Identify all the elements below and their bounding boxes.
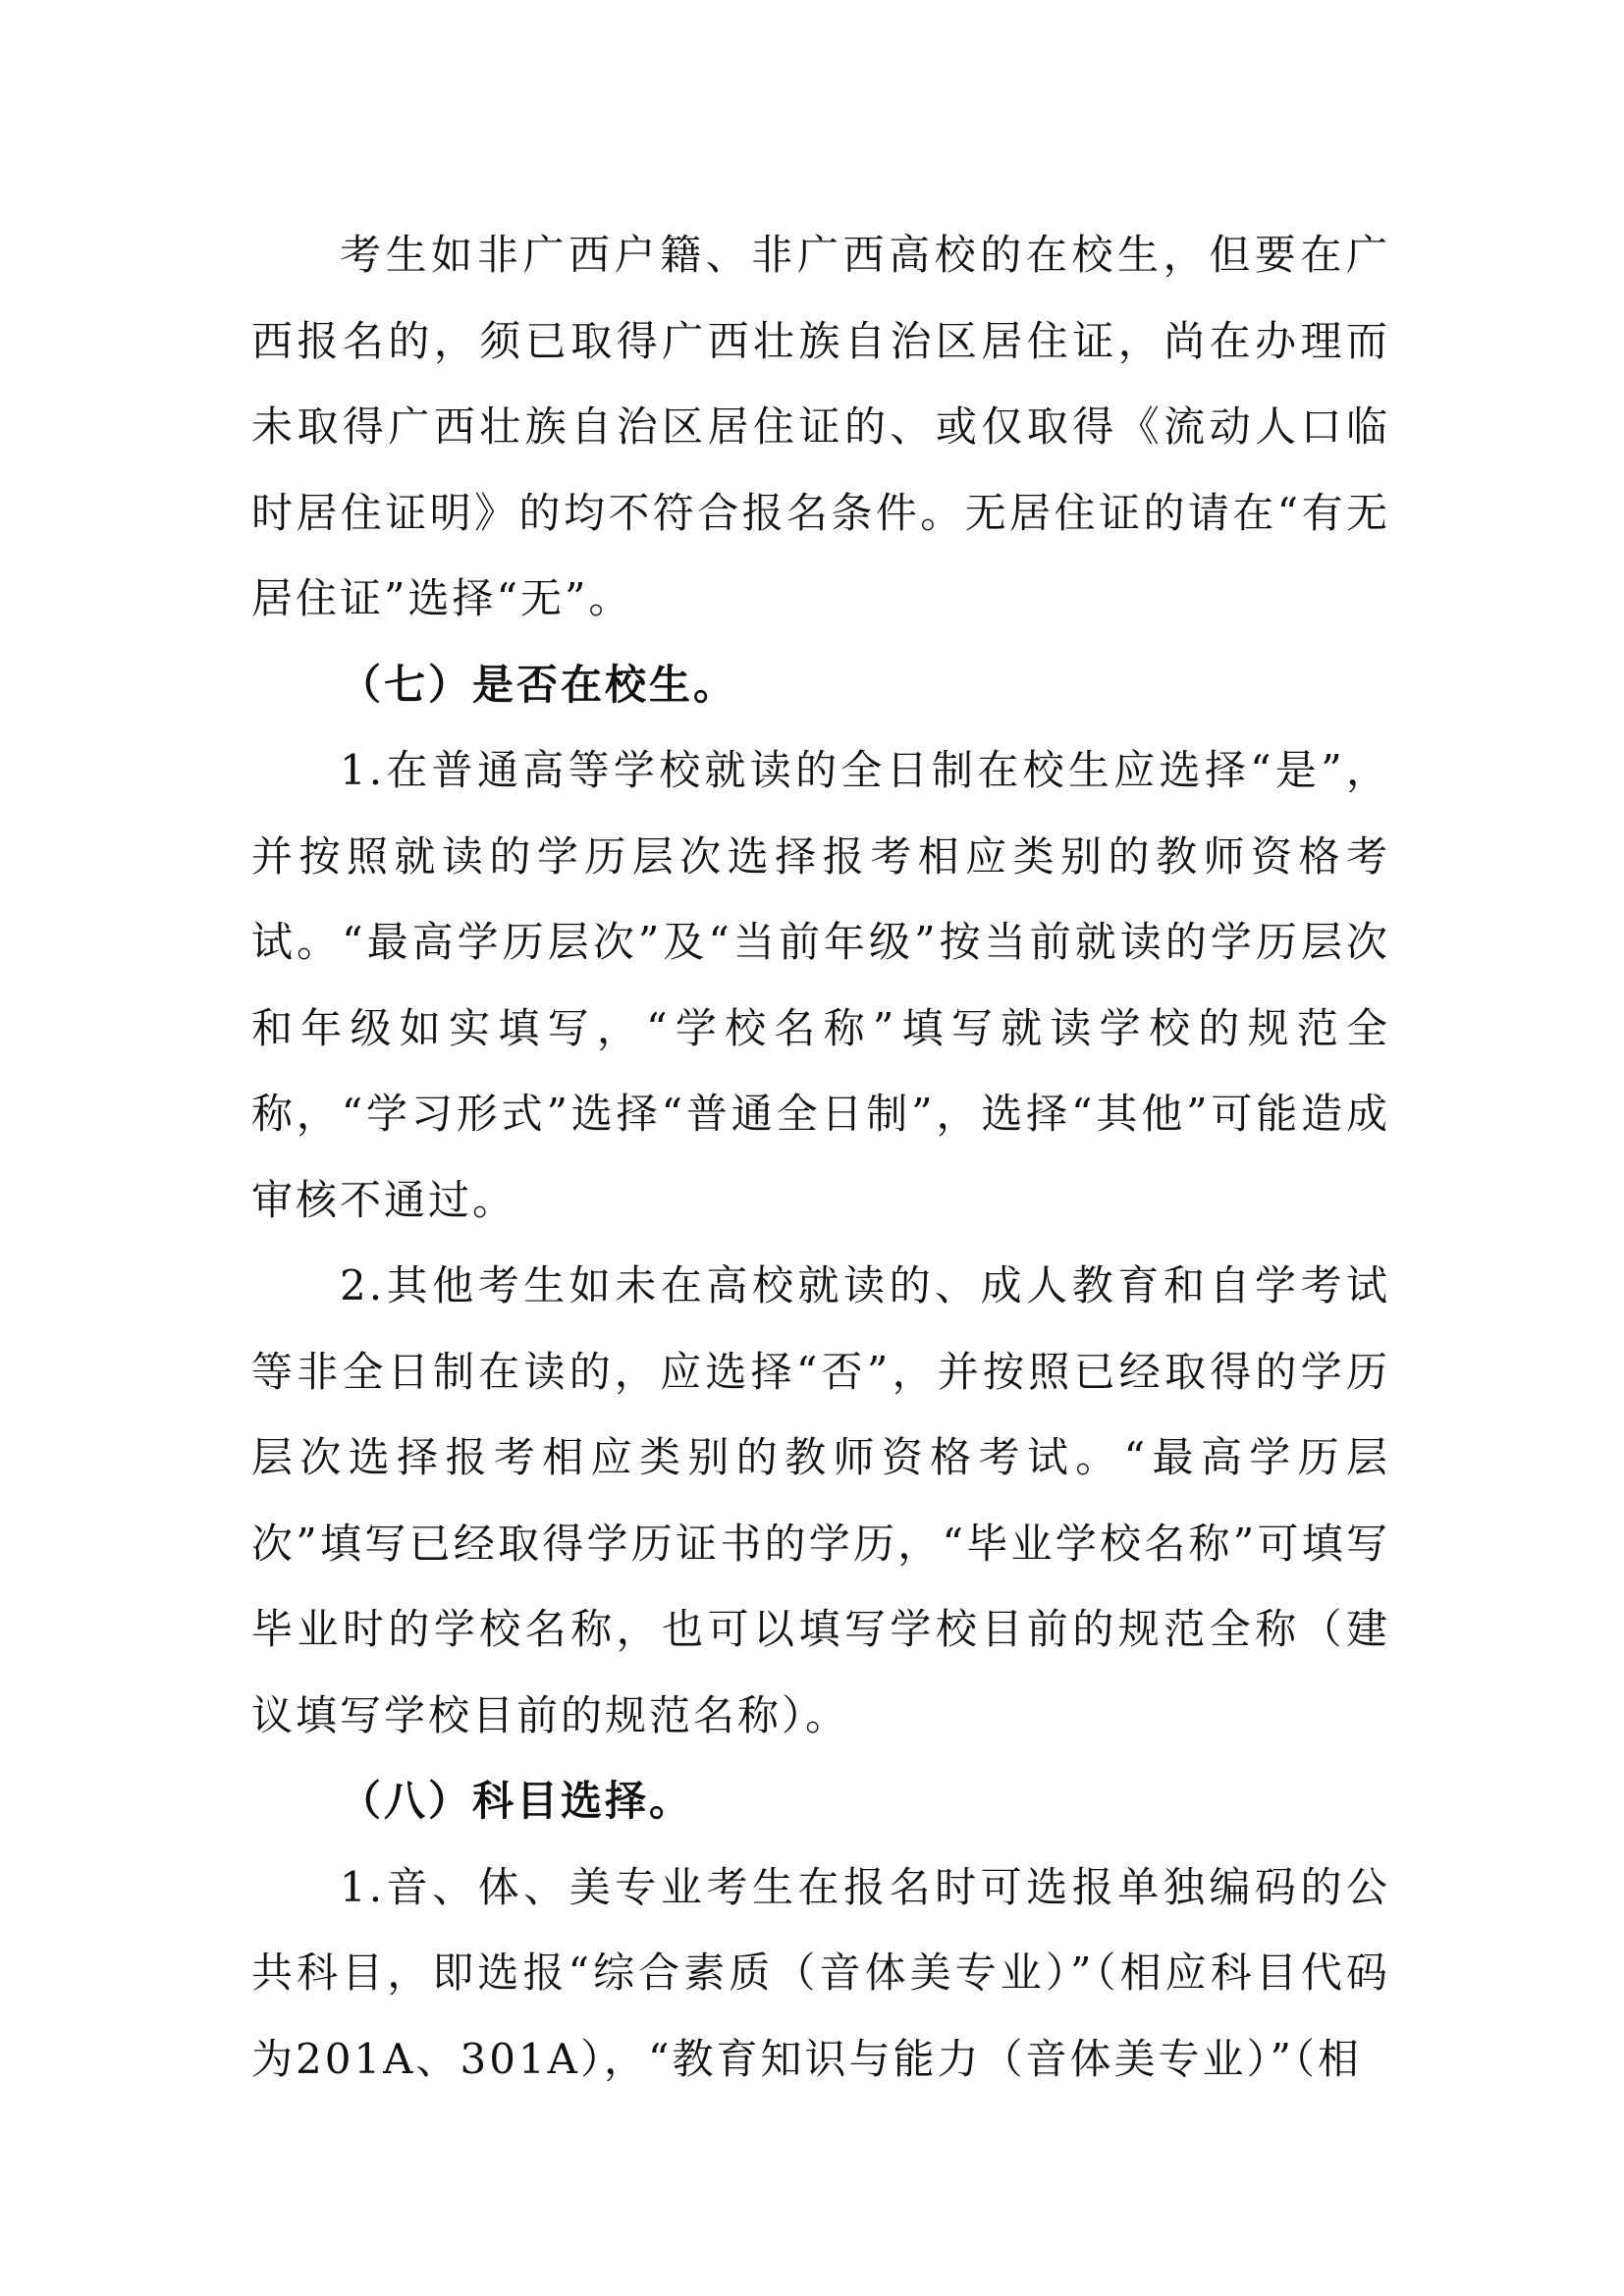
paragraph-residence-permit: 考生如非广西户籍、非广西高校的在校生，但要在广西报名的，须已取得广西壮族自治区居住证，尚在办理而未取得广西壮族自治区居住证的、或仅取得《流动人口临时居住证明》的均不符合报名条件。无居住证的请在“有无居住证”选择“无”。	[251, 231, 1390, 622]
paragraph-enrolled-yes: 1.在普通高等学校就读的全日制在校生应选择“是”，并按照就读的学历层次选择报考相应类别的教师资格考试。“最高学历层次”及“当前年级”按当前就读的学历层次和年级如实填写，“学校名称”填写就读学校的规范全称，“学习形式”选择“普通全日制”，选择“其他”可能造成审核不通过。	[251, 746, 1390, 1224]
section-heading-enrolled-student: （七）是否在校生。	[340, 660, 738, 709]
paragraph-enrolled-no: 2.其他考生如未在高校就读的、成人教育和自学考试等非全日制在读的，应选择“否”，并按照已经取得的学历层次选择报考相应类别的教师资格考试。“最高学历层次”填写已经取得学历证书的学历，“毕业学校名称”可填写毕业时的学校名称，也可以填写学校目前的规范全称（建议填写学校目前的规范名称）。	[251, 1261, 1390, 1739]
section-heading-subject-selection: （八）科目选择。	[340, 1777, 694, 1825]
document-body	[251, 212, 1390, 2102]
paragraph-subject-arts: 1.音、体、美专业考生在报名时可选报单独编码的公共科目，即选报“综合素质（音体美专业）”（相应科目代码为201A、301A），“教育知识与能力（音体美专业）”（相	[251, 1862, 1390, 2083]
